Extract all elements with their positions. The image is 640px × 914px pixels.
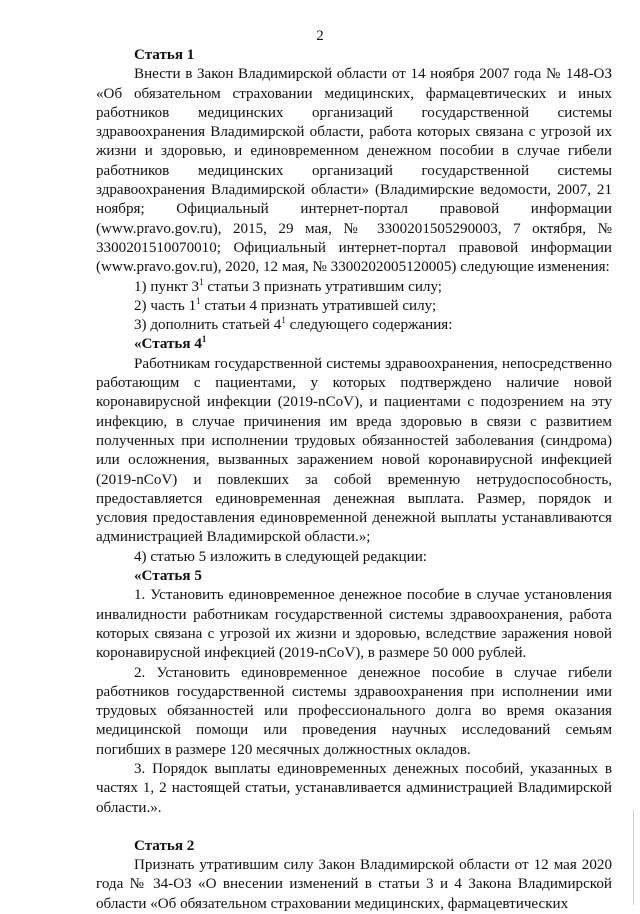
article-5-paragraph-3: 3. Порядок выплаты единовременных денежных пособий, указанных в частях 1, 2 настоящей статьи, устанавливается администрацией Владимирской области.».: [96, 760, 612, 816]
spacer: [96, 818, 612, 837]
article-2-heading: Статья 2: [134, 837, 195, 854]
amendment-item-2-text: 2) часть 1: [134, 297, 197, 314]
article-5-paragraph-1: 1. Установить единовременное денежное пособие в случае установления инвалидности работникам государственной системы здравоохранения, работа которых связана с угрозой их жизни и здоровью, вследствие заражения новой коронавирусной инфекцией (2019-nCoV), в размере 50 000 рублей.: [96, 587, 612, 662]
amendment-item-1-text: 1) пункт 3: [134, 278, 200, 295]
superscript: 1: [196, 295, 201, 306]
amendment-item-1: [134, 278, 612, 297]
superscript: 1: [201, 334, 207, 345]
article-5-heading: «Статья 5: [134, 568, 202, 585]
article-2-text: Признать утратившим силу Закон Владимирской области от 12 мая 2020 года № 34-ОЗ «О внесении изменений в статьи 3 и 4 Закона Владимирской области «Об обязательном страховании медицинских, фармацевтических: [96, 857, 612, 912]
article-4-1-heading: [134, 335, 612, 354]
amendment-item-3-text: 3) дополнить статьей 4: [134, 317, 282, 334]
article-4-1-text: Работникам государственной системы здравоохранения, непосредственно работающим с пациентами, у которых подтверждено наличие новой коронавирусной инфекции (2019-nCoV), и пациентами с подозрением на эту инфекцию, в случае причинения им вреда здоровью в связи с развитием полученных при исполнении трудовых обязанностей заболевания (синдрома) или осложнения, вызванных заражением новой коронавирусной инфекцией (2019-nCoV) и повлекших за собой временную нетрудоспособность, предоставляется единовременная денежная выплата. Размер, порядок и условия предоставления единовременной денежной выплаты устанавливаются администрацией Владимирской области.»;: [96, 355, 612, 546]
article-5-paragraph-2: 2. Установить единовременное денежное пособие в случае гибели работников государственной системы здравоохранения при исполнении ими трудовых обязанностей или профессионального долга во время оказания медицинской помощи или проведения научных исследований семьям погибших в размере 120 месячных должностных окладов.: [96, 664, 612, 758]
superscript: 1: [199, 276, 204, 287]
superscript: 1: [281, 315, 286, 326]
article-1-intro: Внести в Закон Владимирской области от 14 ноября 2007 года № 148-ОЗ «Об обязательном страховании медицинских, фармацевтических и иных работников медицинских организаций государственной системы здравоохранения Владимирской области, работа которых связана с угрозой их жизни и здоровью, и единовременном денежном пособии в случае гибели работников медицинских организаций государственной системы здравоохранения Владимирской области» (Владимирские ведомости, 2007, 21 ноября; Официальный интернет-портал правовой информации (www.pravo.gov.ru), 2015, 29 мая, № 3300201505290003, 7 октября, № 3300201510070010; Официальный интернет-портал правовой информации (www.pravo.gov.ru), 2020, 12 мая, № 3300202005120005) следующие изменения:: [96, 66, 612, 276]
amendment-item-1-rest: статьи 3 признать утратившим силу;: [203, 278, 442, 295]
document-body: [96, 46, 612, 914]
amendment-item-3-rest: следующего содержания:: [285, 317, 453, 334]
article-1-heading: Статья 1: [134, 47, 195, 63]
article-4-1-heading-text: «Статья 4: [134, 336, 202, 353]
scan-edge-line: [633, 810, 634, 905]
amendment-item-2-rest: статьи 4 признать утратившей силу;: [200, 297, 437, 314]
amendment-item-2: [134, 297, 612, 316]
amendment-item-4: 4) статью 5 изложить в следующей редакции:: [134, 548, 427, 565]
page-number: 2: [316, 28, 324, 44]
amendment-item-3: [134, 316, 612, 335]
